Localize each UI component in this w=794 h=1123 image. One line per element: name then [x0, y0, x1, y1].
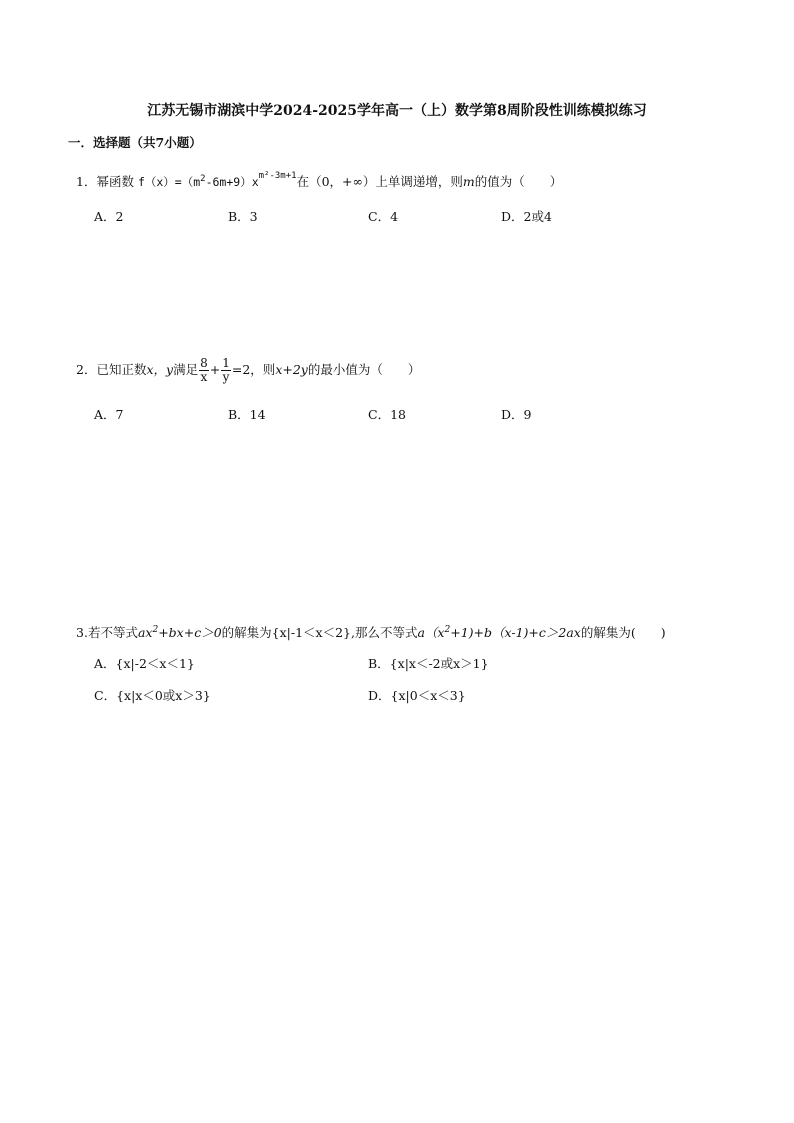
q2-option-a: A．7 [94, 407, 124, 422]
q2-vars: x，y [146, 362, 174, 377]
q2-fraction-8-over-x: $\frac{8}{x}$ [200, 356, 208, 384]
q1-stem-pre: 幂函数 [96, 174, 134, 189]
q2-stem-pre: 已知正数 [96, 362, 147, 377]
q1-function-expr: $f(x)=(m^2-6m+9)x^{m^2-3m+1}$ [137, 171, 297, 189]
section-heading: 一．选择题（共7小题） [68, 135, 202, 150]
q3-ineq2: $a(x^2+1)+b(x-1)+c>2ax$ [417, 624, 581, 640]
document-title: 江苏无锡市湖滨中学2024-2025学年高一（上）数学第8周阶段性训练模拟练习 [147, 103, 647, 119]
q2-option-b: B．14 [228, 407, 266, 422]
q3-text-b: 的解集为{x|-1＜x＜2},那么不等式 [221, 625, 418, 640]
q3-option-b: B．{x|x＜-2或x＞1} [368, 656, 489, 671]
question-1-stem [76, 172, 562, 190]
q2-option-d: D．9 [501, 407, 532, 422]
q1-option-d: D．2或4 [501, 209, 552, 224]
q3-option-d: D．{x|0＜x＜3} [368, 688, 466, 703]
q1-stem-post: 在（0，+∞）上单调递增，则 [296, 174, 463, 189]
q3-ineq1: $ax^2+bx+c>0$ [137, 624, 222, 640]
q2-stem-mid: 满足 [173, 362, 199, 377]
q2-expr: x+2y [275, 362, 308, 377]
question-2-stem: 2．已知正数x，y满足 $\frac{8}{x}$ + $\frac{1}{y}$ =2，则x+2y的最小值为（ ） [76, 356, 421, 384]
q1-exponent: m²-3m+1 [258, 171, 297, 181]
question-number: 1． [76, 174, 97, 189]
question-number: 2． [76, 362, 97, 377]
q2-option-c: C．18 [368, 407, 406, 422]
q2-fraction-1-over-y: $\frac{1}{y}$ [222, 356, 230, 384]
q1-option-a: A．2 [94, 209, 124, 224]
q3-text-c: 的解集为( ) [580, 625, 666, 640]
q1-option-b: B．3 [228, 209, 258, 224]
q1-stem-end: 的值为（ ） [474, 174, 563, 189]
q2-stem-end: 的最小值为（ ） [307, 362, 421, 377]
q3-option-c: C．{x|x＜0或x＞3} [94, 688, 211, 703]
q1-var: m [462, 174, 475, 189]
q3-text-a: 若不等式 [87, 625, 138, 640]
q2-eq: =2，则 [231, 362, 276, 377]
q3-option-a: A．{x|-2＜x＜1} [94, 656, 195, 671]
question-number: 3. [76, 625, 88, 640]
q1-option-c: C．4 [368, 209, 399, 224]
question-3-stem [76, 623, 666, 641]
